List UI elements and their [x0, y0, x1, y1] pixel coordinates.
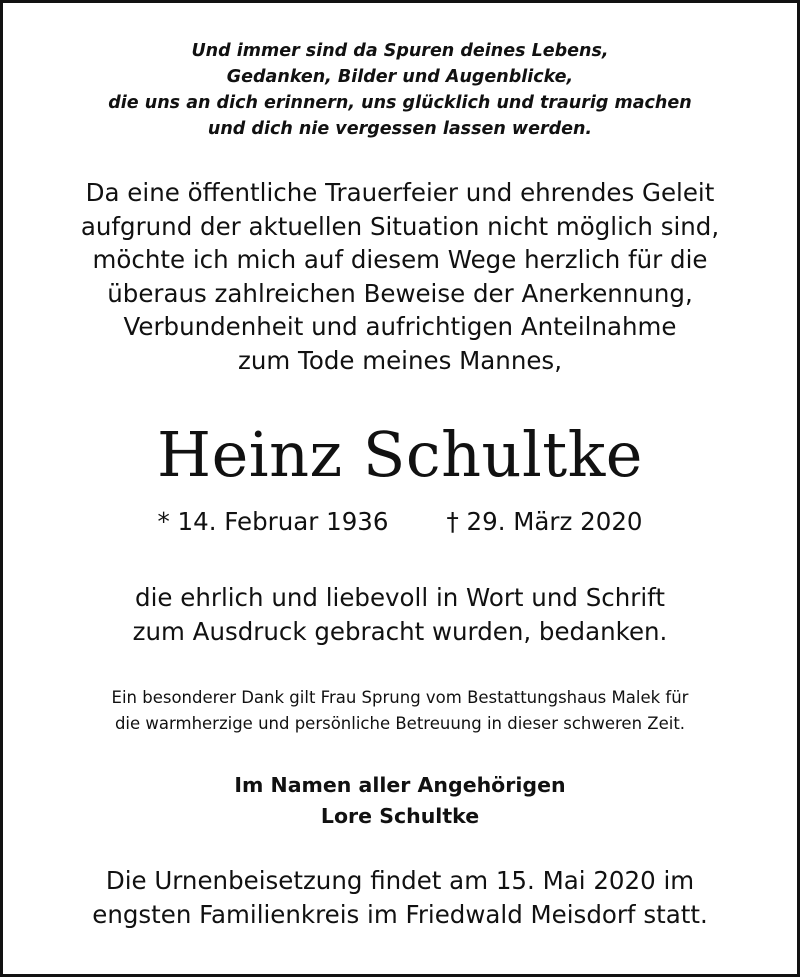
special-thanks [0, 685, 800, 736]
intro-line: überaus zahlreichen Beweise der Anerkennung, [107, 278, 693, 308]
deceased-name: Heinz Schultke [157, 418, 643, 491]
burial-line: Die Urnenbeisetzung findet am 15. Mai 2020 im [105, 866, 695, 895]
poem-line: und dich nie vergessen lassen werden. [207, 119, 593, 139]
burial-line: engsten Familienkreis im Friedwald Meisdorf statt. [92, 900, 708, 929]
signatory-name: Lore Schultke [320, 804, 480, 828]
burial-notice [0, 864, 800, 932]
intro-line: Verbundenheit und aufrichtigen Anteilnahme [123, 312, 677, 341]
signature-line: Im Namen aller Angehörigen [234, 773, 566, 797]
thanks-text [0, 581, 800, 648]
intro-line: zum Tode meines Mannes, [238, 345, 562, 375]
death-date: † 29. März 2020 [446, 507, 643, 536]
intro-line: Da eine öffentliche Trauerfeier und ehrendes Geleit [85, 178, 715, 207]
special-thanks-line: die warmherzige und persönliche Betreuung in dieser schweren Zeit. [114, 713, 686, 733]
birth-date: * 14. Februar 1936 [157, 507, 389, 536]
thanks-line: zum Ausdruck gebracht wurden, bedanken. [132, 616, 668, 646]
thanks-line: die ehrlich und liebevoll in Wort und Schrift [135, 583, 665, 612]
life-dates [0, 505, 800, 539]
signature [0, 770, 800, 832]
memorial-poem [0, 38, 800, 142]
intro-line: aufgrund der aktuellen Situation nicht möglich sind, [80, 211, 720, 241]
poem-line: Gedanken, Bilder und Augenblicke, [226, 67, 574, 87]
poem-line: Und immer sind da Spuren deines Lebens, [191, 41, 609, 61]
poem-line: die uns an dich erinnern, uns glücklich und traurig machen [108, 93, 692, 113]
special-thanks-line: Ein besonderer Dank gilt Frau Sprung vom Bestattungshaus Malek für [111, 688, 689, 707]
intro-line: möchte ich mich auf diesem Wege herzlich für die [92, 245, 708, 274]
intro-text [0, 176, 800, 377]
